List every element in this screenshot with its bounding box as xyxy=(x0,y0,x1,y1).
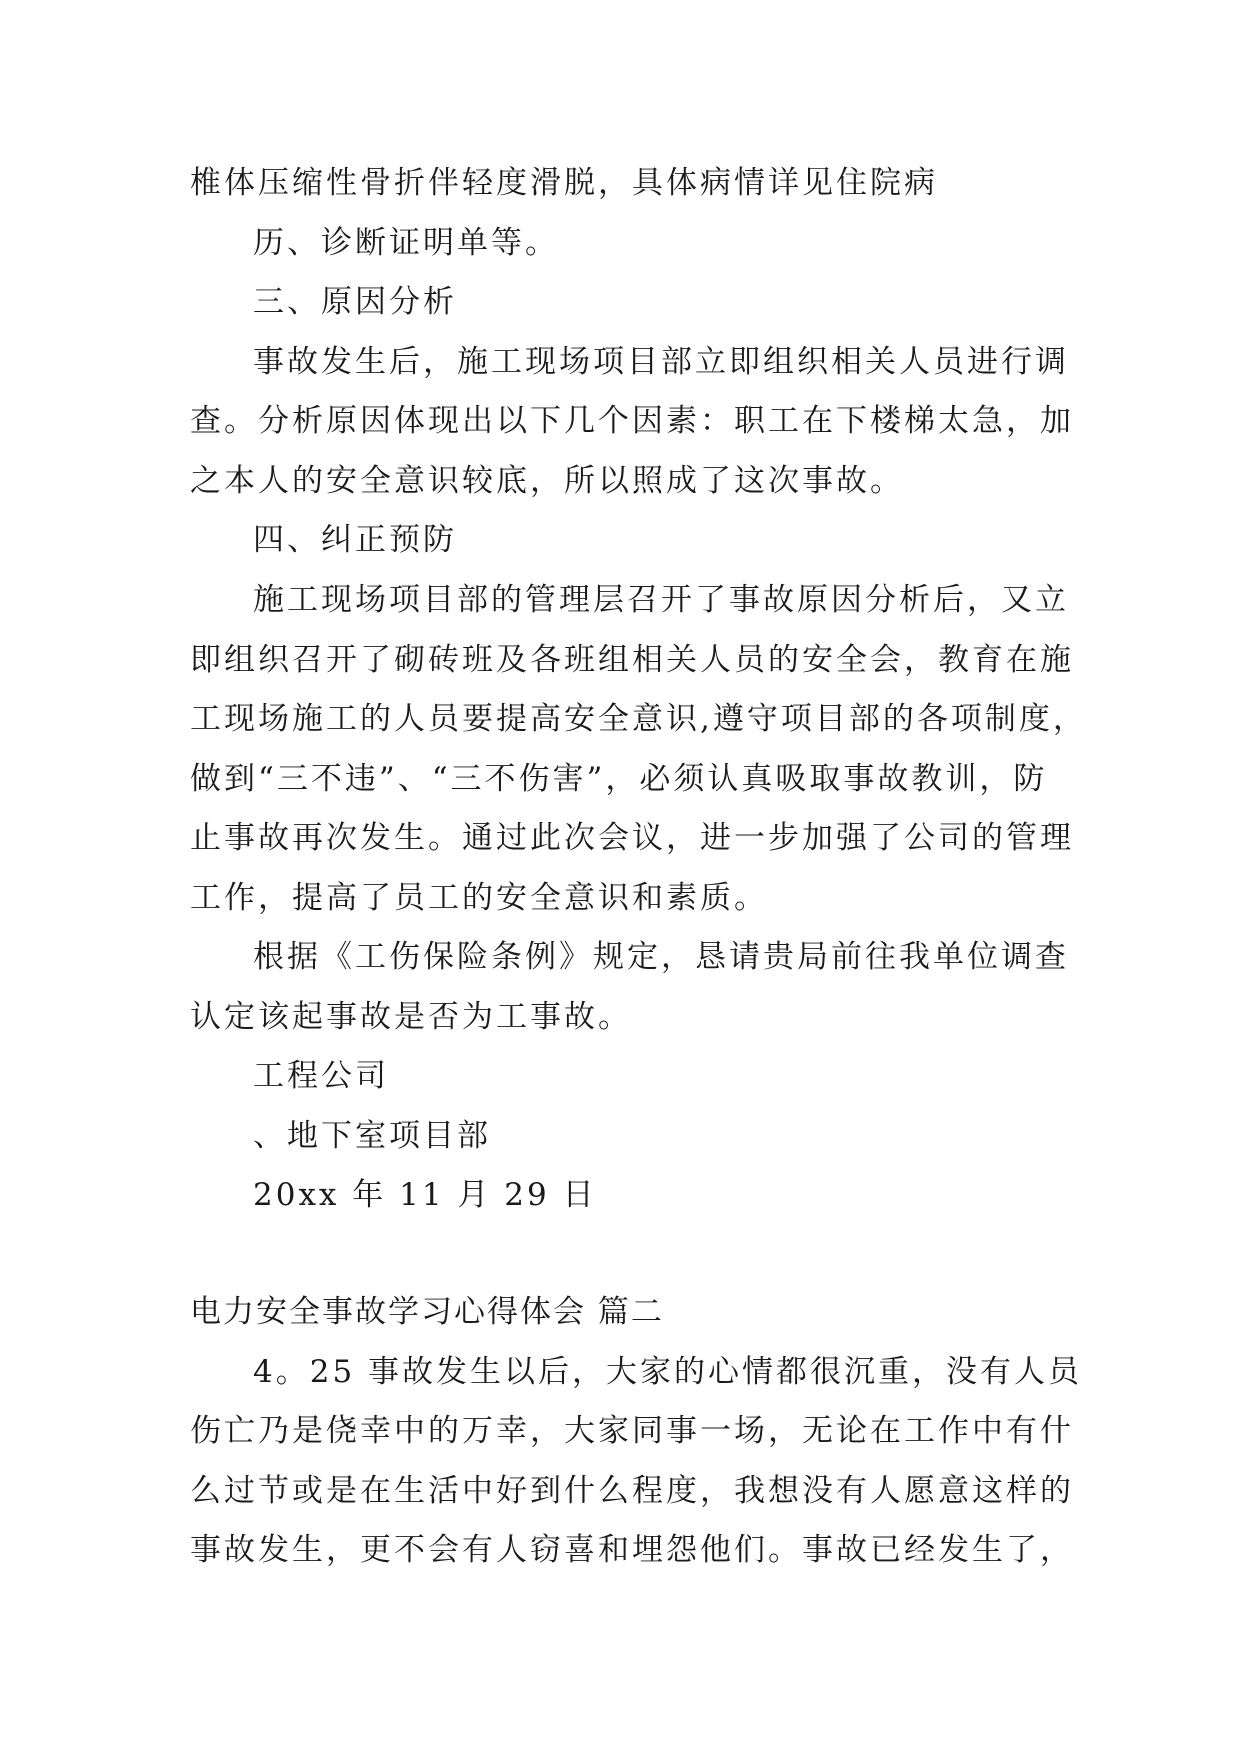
signature-company: 工程公司 xyxy=(253,1058,389,1094)
section-heading: 四、纠正预防 xyxy=(253,522,457,558)
text-line: 之本人的安全意识较底，所以照成了这次事故。 xyxy=(190,463,904,499)
text-line: 么过节或是在生活中好到什么程度，我想没有人愿意这样的 xyxy=(190,1473,1074,1509)
article-title: 电力安全事故学习心得体会 篇二 xyxy=(190,1294,664,1330)
text-line: 止事故再次发生。通过此次会议，进一步加强了公司的管理 xyxy=(190,820,1074,856)
text-line: 历、诊断证明单等。 xyxy=(253,225,559,261)
signature-department: 、地下室项目部 xyxy=(253,1118,491,1154)
text-line: 4。25 事故发生以后，大家的心情都很沉重，没有人员 xyxy=(253,1354,1083,1390)
signature-date: 20xx 年 11 月 29 日 xyxy=(253,1177,597,1213)
text-line: 即组织召开了砌砖班及各班组相关人员的安全会，教育在施 xyxy=(190,642,1074,678)
text-line: 工现场施工的人员要提高安全意识,遵守项目部的各项制度， xyxy=(190,701,1087,737)
section-heading: 三、原因分析 xyxy=(253,284,457,320)
text-line: 椎体压缩性骨折伴轻度滑脱，具体病情详见住院病 xyxy=(190,165,938,201)
text-line: 施工现场项目部的管理层召开了事故原因分析后，又立 xyxy=(253,582,1069,618)
text-line: 查。分析原因体现出以下几个因素：职工在下楼梯太急，加 xyxy=(190,403,1074,439)
text-line: 伤亡乃是侥幸中的万幸，大家同事一场，无论在工作中有什 xyxy=(190,1413,1074,1449)
text-line: 认定该起事故是否为工事故。 xyxy=(190,999,632,1035)
text-line: 事故发生后，施工现场项目部立即组织相关人员进行调 xyxy=(253,344,1069,380)
text-line: 做到“三不违”、“三不伤害”，必须认真吸取事故教训，防 xyxy=(190,761,1048,797)
text-line: 根据《工伤保险条例》规定，恳请贵局前往我单位调查 xyxy=(253,939,1069,975)
text-line: 事故发生，更不会有人窃喜和埋怨他们。事故已经发生了， xyxy=(190,1532,1074,1568)
text-line: 工作，提高了员工的安全意识和素质。 xyxy=(190,880,768,916)
